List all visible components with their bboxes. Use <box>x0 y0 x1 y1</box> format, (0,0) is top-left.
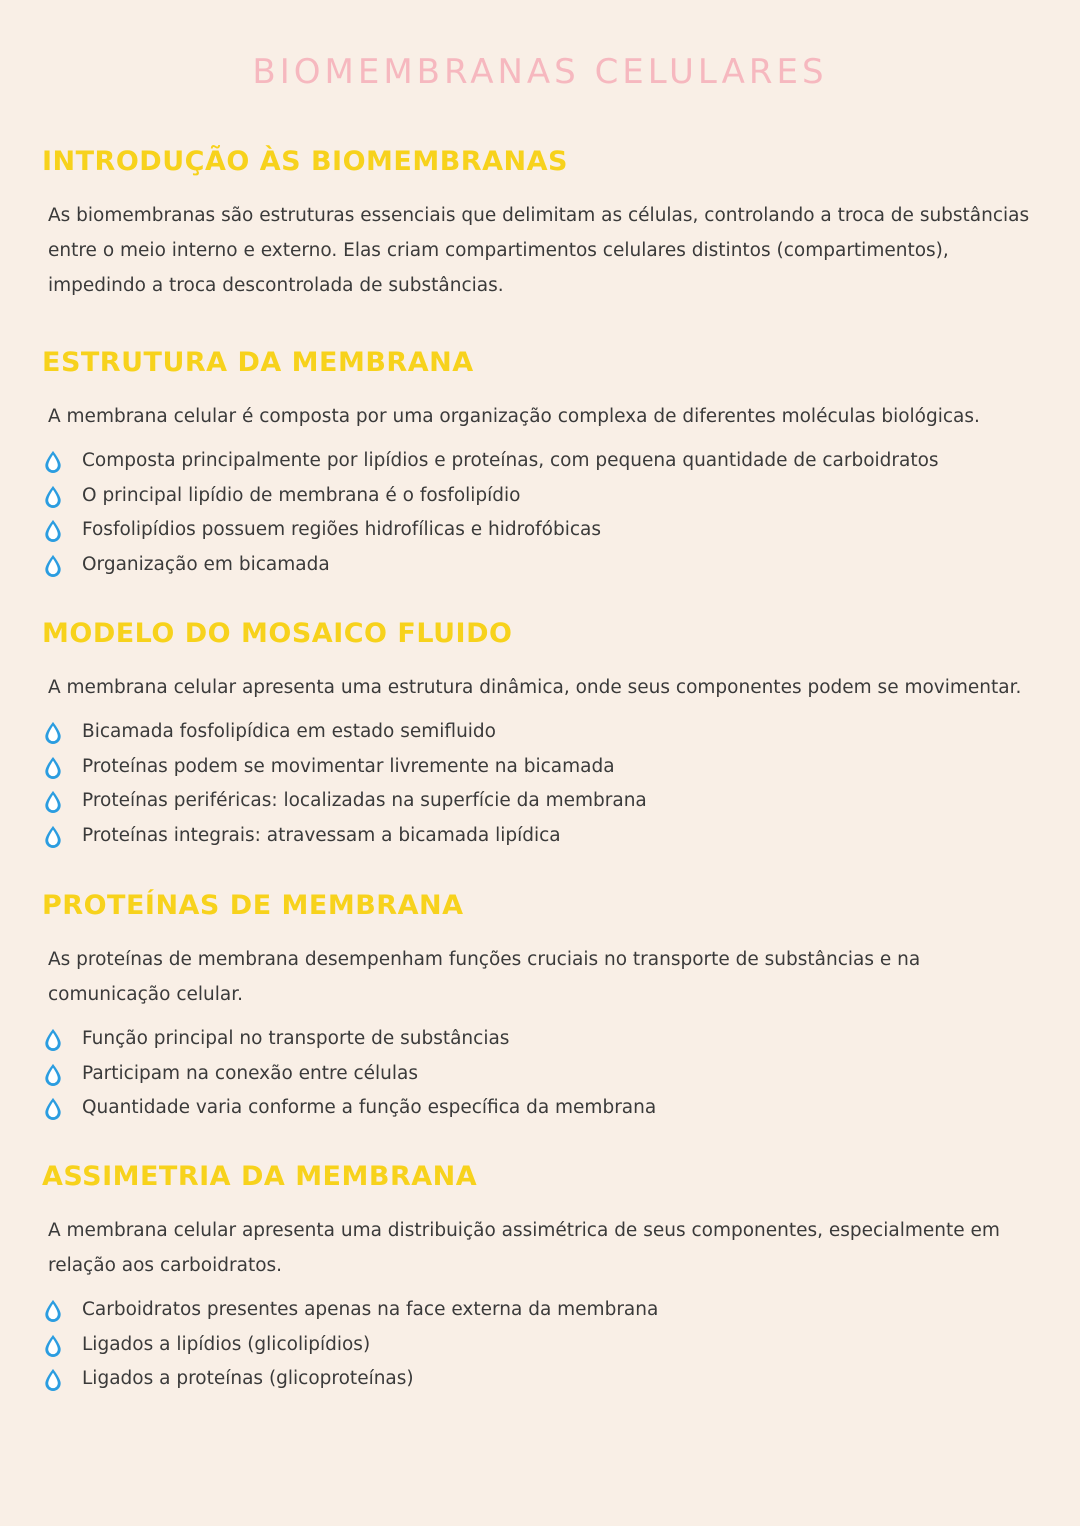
list-item <box>0 444 1080 479</box>
water-drop-icon <box>43 756 63 779</box>
list-item-text: Proteínas podem se movimentar livremente na bicamada <box>82 755 615 777</box>
list-item <box>0 479 1080 514</box>
water-drop-icon <box>43 1334 63 1357</box>
water-drop-icon <box>43 554 63 577</box>
list-item <box>0 819 1080 854</box>
list-item <box>0 1293 1080 1328</box>
section-mosaico-fluido <box>0 614 1080 853</box>
list-item <box>0 1362 1080 1397</box>
section-assimetria <box>0 1157 1080 1397</box>
list-item-text: Quantidade varia conforme a função específica da membrana <box>82 1097 657 1119</box>
water-drop-icon <box>43 1028 63 1051</box>
bullet-list <box>0 1293 1080 1397</box>
section-intro-line: entre o meio interno e externo. Elas criam compartimentos celulares distintos (compartimentos), <box>48 240 949 261</box>
list-item <box>0 784 1080 819</box>
list-item <box>0 1091 1080 1126</box>
section-estrutura <box>0 343 1080 582</box>
page-title: BIOMEMBRANAS CELULARES <box>252 52 828 92</box>
list-item-text: Fosfolipídios possuem regiões hidrofílicas e hidrofóbicas <box>82 519 602 541</box>
water-drop-icon <box>43 790 63 813</box>
list-item-text: Ligados a proteínas (glicoproteínas) <box>82 1368 414 1390</box>
section-introducao <box>0 142 1080 303</box>
section-intro-line: A membrana celular apresenta uma estrutura dinâmica, onde seus componentes podem se movimentar. <box>48 677 1022 698</box>
bullet-list <box>0 715 1080 853</box>
section-intro-line: A membrana celular apresenta uma distribuição assimétrica de seus componentes, especialmente em <box>48 1220 1000 1241</box>
water-drop-icon <box>43 721 63 744</box>
list-item-text: Composta principalmente por lipídios e proteínas, com pequena quantidade de carboidratos <box>82 450 939 471</box>
water-drop-icon <box>43 1063 63 1086</box>
water-drop-icon <box>43 825 63 848</box>
section-heading: ESTRUTURA DA MEMBRANA <box>42 347 474 378</box>
section-intro-line: comunicação celular. <box>48 984 243 1005</box>
section-heading: ASSIMETRIA DA MEMBRANA <box>42 1161 478 1192</box>
water-drop-icon <box>43 1368 63 1391</box>
list-item <box>0 513 1080 548</box>
section-heading: INTRODUÇÃO ÀS BIOMEMBRANAS <box>42 146 568 177</box>
list-item-text: Ligados a lipídios (glicolipídios) <box>82 1333 371 1355</box>
list-item-text: O principal lipídio de membrana é o fosfolipídio <box>82 484 521 506</box>
list-item-text: Proteínas periféricas: localizadas na superfície da membrana <box>82 790 647 812</box>
list-item-text: Proteínas integrais: atravessam a bicamada lipídica <box>82 824 561 846</box>
water-drop-icon <box>43 1097 63 1120</box>
list-item <box>0 1057 1080 1092</box>
section-intro-line: impedindo a troca descontrolada de substâncias. <box>48 275 504 296</box>
list-item <box>0 715 1080 750</box>
list-item-text: Organização em bicamada <box>82 553 330 575</box>
bullet-list <box>0 1022 1080 1126</box>
list-item <box>0 548 1080 583</box>
section-heading: PROTEÍNAS DE MEMBRANA <box>42 890 464 921</box>
section-intro-line: As biomembranas são estruturas essenciais que delimitam as células, controlando a troca de substâncias <box>48 205 1030 226</box>
list-item <box>0 1328 1080 1363</box>
section-proteinas <box>0 886 1080 1126</box>
list-item <box>0 1022 1080 1057</box>
section-intro-line: relação aos carboidratos. <box>48 1255 283 1276</box>
list-item-text: Participam na conexão entre células <box>82 1062 419 1084</box>
list-item <box>0 750 1080 785</box>
water-drop-icon <box>43 1299 63 1322</box>
section-heading: MODELO DO MOSAICO FLUIDO <box>42 618 513 649</box>
section-intro-line: As proteínas de membrana desempenham funções cruciais no transporte de substâncias e na <box>48 949 921 970</box>
list-item-text: Função principal no transporte de substâncias <box>82 1028 510 1049</box>
water-drop-icon <box>43 519 63 542</box>
bullet-list <box>0 444 1080 582</box>
list-item-text: Bicamada fosfolipídica em estado semifluido <box>82 721 496 742</box>
section-intro-line: A membrana celular é composta por uma organização complexa de diferentes moléculas biológicas. <box>48 406 980 427</box>
water-drop-icon <box>43 450 63 473</box>
list-item-text: Carboidratos presentes apenas na face externa da membrana <box>82 1299 659 1320</box>
water-drop-icon <box>43 485 63 508</box>
